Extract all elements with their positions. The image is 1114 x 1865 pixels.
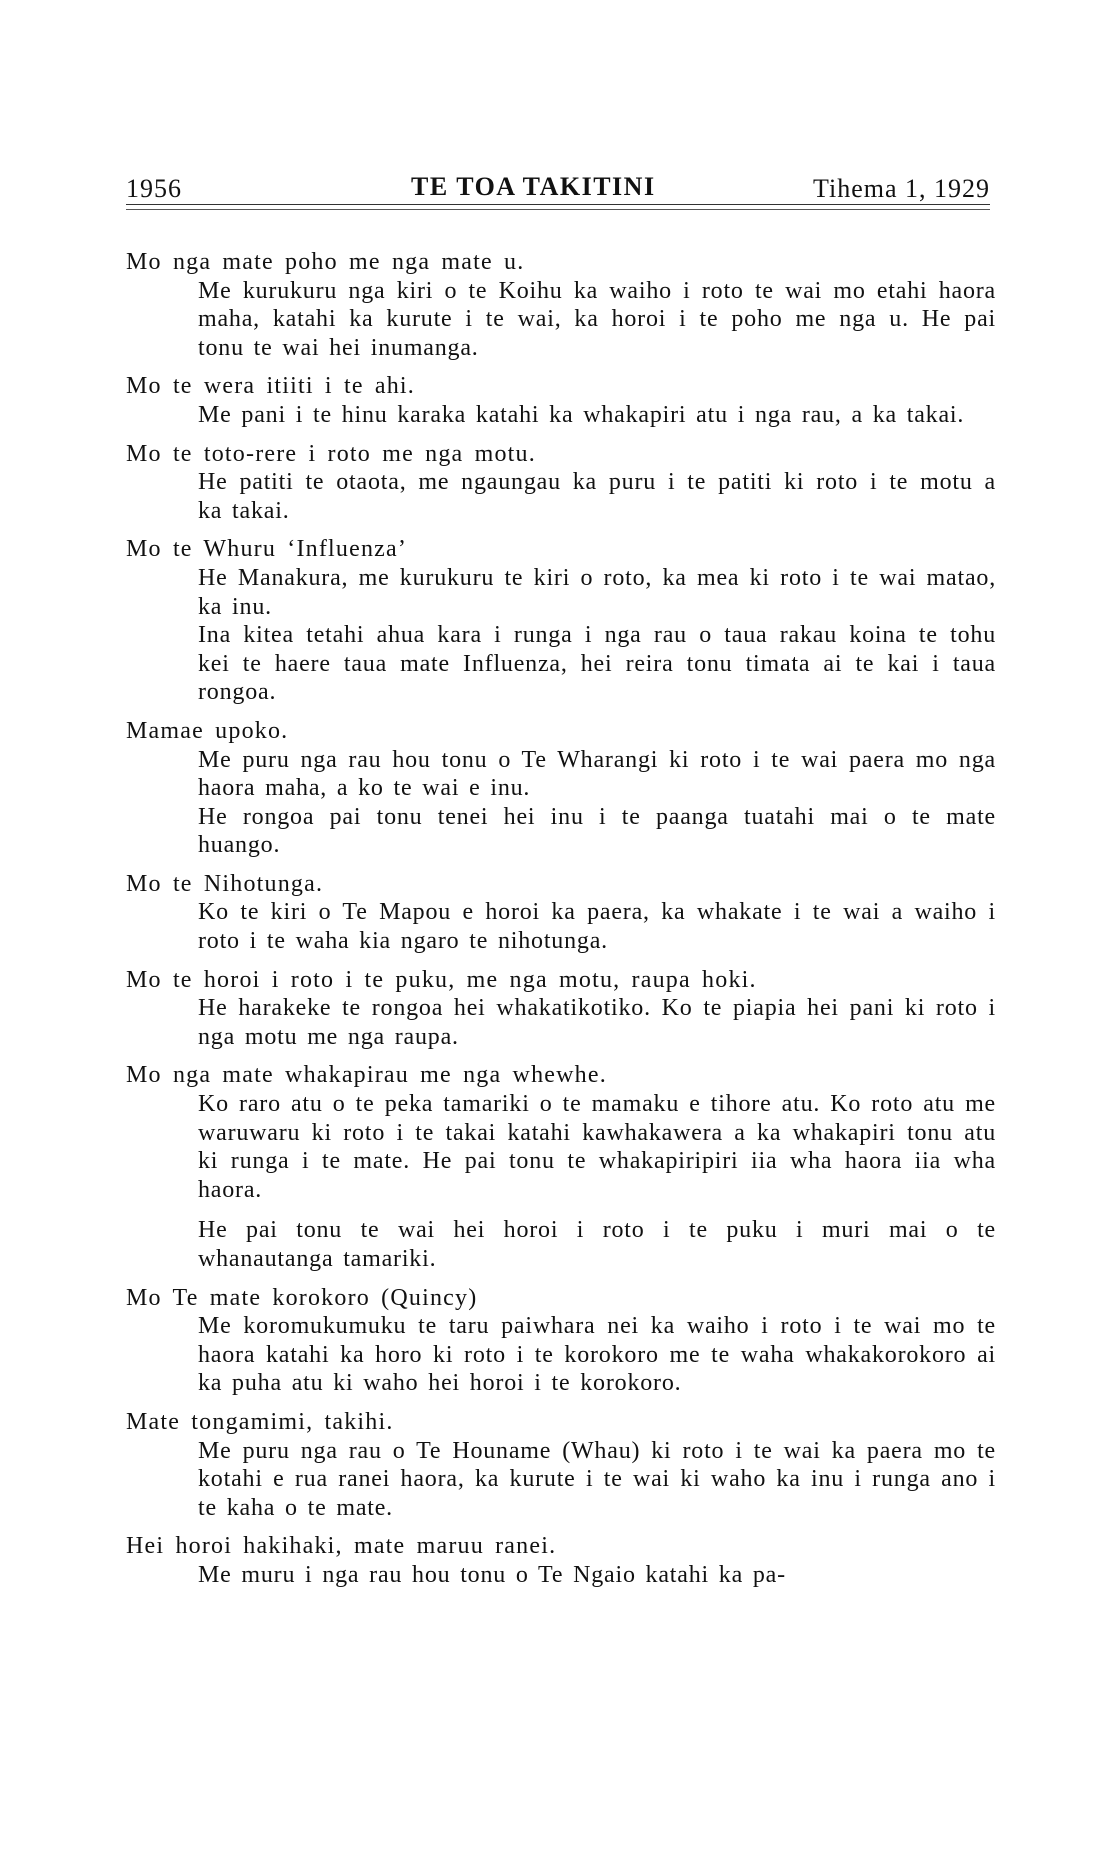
remedy-paragraph: Me koromukumuku te taru paiwhara nei ka waiho i roto i te wai mo te haora katahi ka horo ki roto i te korokoro me te waha whakakorokoro ai ka puha atu ki waho hei horoi i te korokoro. (198, 1313, 996, 1397)
remedy-entry (126, 1284, 996, 1398)
remedy-title: Mo te toto-rere i roto me nga motu. (126, 440, 536, 467)
remedy-entry (126, 1061, 996, 1273)
remedy-title: Hei horoi hakihaki, mate maruu ranei. (126, 1533, 557, 1560)
remedy-entry (126, 717, 996, 860)
remedy-entry (126, 440, 996, 526)
remedy-paragraph: Me puru nga rau hou tonu o Te Wharangi ki roto i te wai paera mo nga haora maha, a ko te wai e inu. (198, 746, 996, 802)
page-number: 1956 (126, 174, 182, 203)
header-rule (126, 204, 990, 205)
remedy-title: Mamae upoko. (126, 717, 289, 744)
remedy-title: Mo nga mate poho me nga mate u. (126, 249, 525, 275)
remedy-entry (126, 248, 996, 362)
remedy-entry (126, 966, 996, 1052)
remedy-paragraph: Me muru i nga rau hou tonu o Te Ngaio katahi ka pa- (198, 1561, 786, 1588)
remedy-paragraph: Ina kitea tetahi ahua kara i runga i nga rau o taua rakau koina te tohu kei te haere taua mate Influenza, hei reira tonu timata ai te kai i taua rongoa. (198, 622, 996, 706)
journal-title: TE TOA TAKITINI (411, 172, 656, 201)
remedy-paragraph: Me kurukuru nga kiri o te Koihu ka waiho i roto te wai mo etahi haora maha, katahi ka kurute i te wai, ka horoi i te poho me nga u. He pai tonu te wai hei inumanga. (198, 277, 996, 361)
remedy-paragraph: He Manakura, me kurukuru te kiri o roto, ka mea ki roto i te wai matao, ka inu. (198, 564, 996, 620)
remedy-paragraph: Me puru nga rau o Te Houname (Whau) ki roto i te wai ka paera mo te kotahi e rua ranei haora, ka kurute i te wai ki waho ka inu i runga ano i te kaha o te mate. (198, 1437, 996, 1521)
remedy-paragraph: He harakeke te rongoa hei whakatikotiko. Ko te piapia hei pani ki roto i nga motu me nga raupa. (198, 995, 996, 1050)
remedy-entry (126, 1408, 996, 1522)
remedy-title: Mo te Nihotunga. (126, 870, 324, 897)
remedy-title: Mo nga mate whakapirau me nga whewhe. (126, 1062, 607, 1089)
remedy-paragraph: He rongoa pai tonu tenei hei inu i te paanga tuatahi mai o te mate huango. (198, 803, 996, 859)
remedy-paragraph: Ko raro atu o te peka tamariki o te mamaku e tihore atu. Ko roto atu me waruwaru ki roto i te takai katahi kawhakawera a ka whakapiri tonu atu ki runga i te mate. He pai tonu te whakapiripiri iia wha haora iia wha haora. (198, 1091, 996, 1203)
remedy-entry (126, 1532, 996, 1589)
remedy-paragraph: Ko te kiri o Te Mapou e horoi ka paera, ka whakate i te wai a waiho i roto i te waha kia ngaro te nihotunga. (198, 899, 996, 955)
remedy-title: Mo te wera itiiti i te ahi. (126, 373, 416, 400)
issue-date: Tihema 1, 1929 (813, 174, 990, 203)
remedy-entry (126, 372, 996, 429)
remedy-title: Mo te Whuru ‘Influenza’ (126, 536, 408, 563)
remedy-paragraph: Me pani i te hinu karaka katahi ka whakapiri atu i nga rau, a ka takai. (198, 401, 965, 428)
remedy-title: Mo Te mate korokoro (Quincy) (126, 1284, 478, 1311)
remedy-paragraph: He patiti te otaota, me ngaungau ka puru i te patiti ki roto i te motu a ka takai. (198, 469, 996, 524)
remedy-title: Mate tongamimi, takihi. (126, 1408, 394, 1435)
remedy-paragraph: He pai tonu te wai hei horoi i roto i te puku i muri mai o te whanautanga tamariki. (198, 1217, 996, 1272)
remedy-title: Mo te horoi i roto i te puku, me nga motu, raupa hoki. (126, 966, 757, 993)
running-header (126, 164, 990, 204)
remedy-entry (126, 535, 996, 707)
header-rule-secondary (126, 209, 990, 210)
page-body (126, 248, 996, 1590)
remedy-entry (126, 870, 996, 956)
